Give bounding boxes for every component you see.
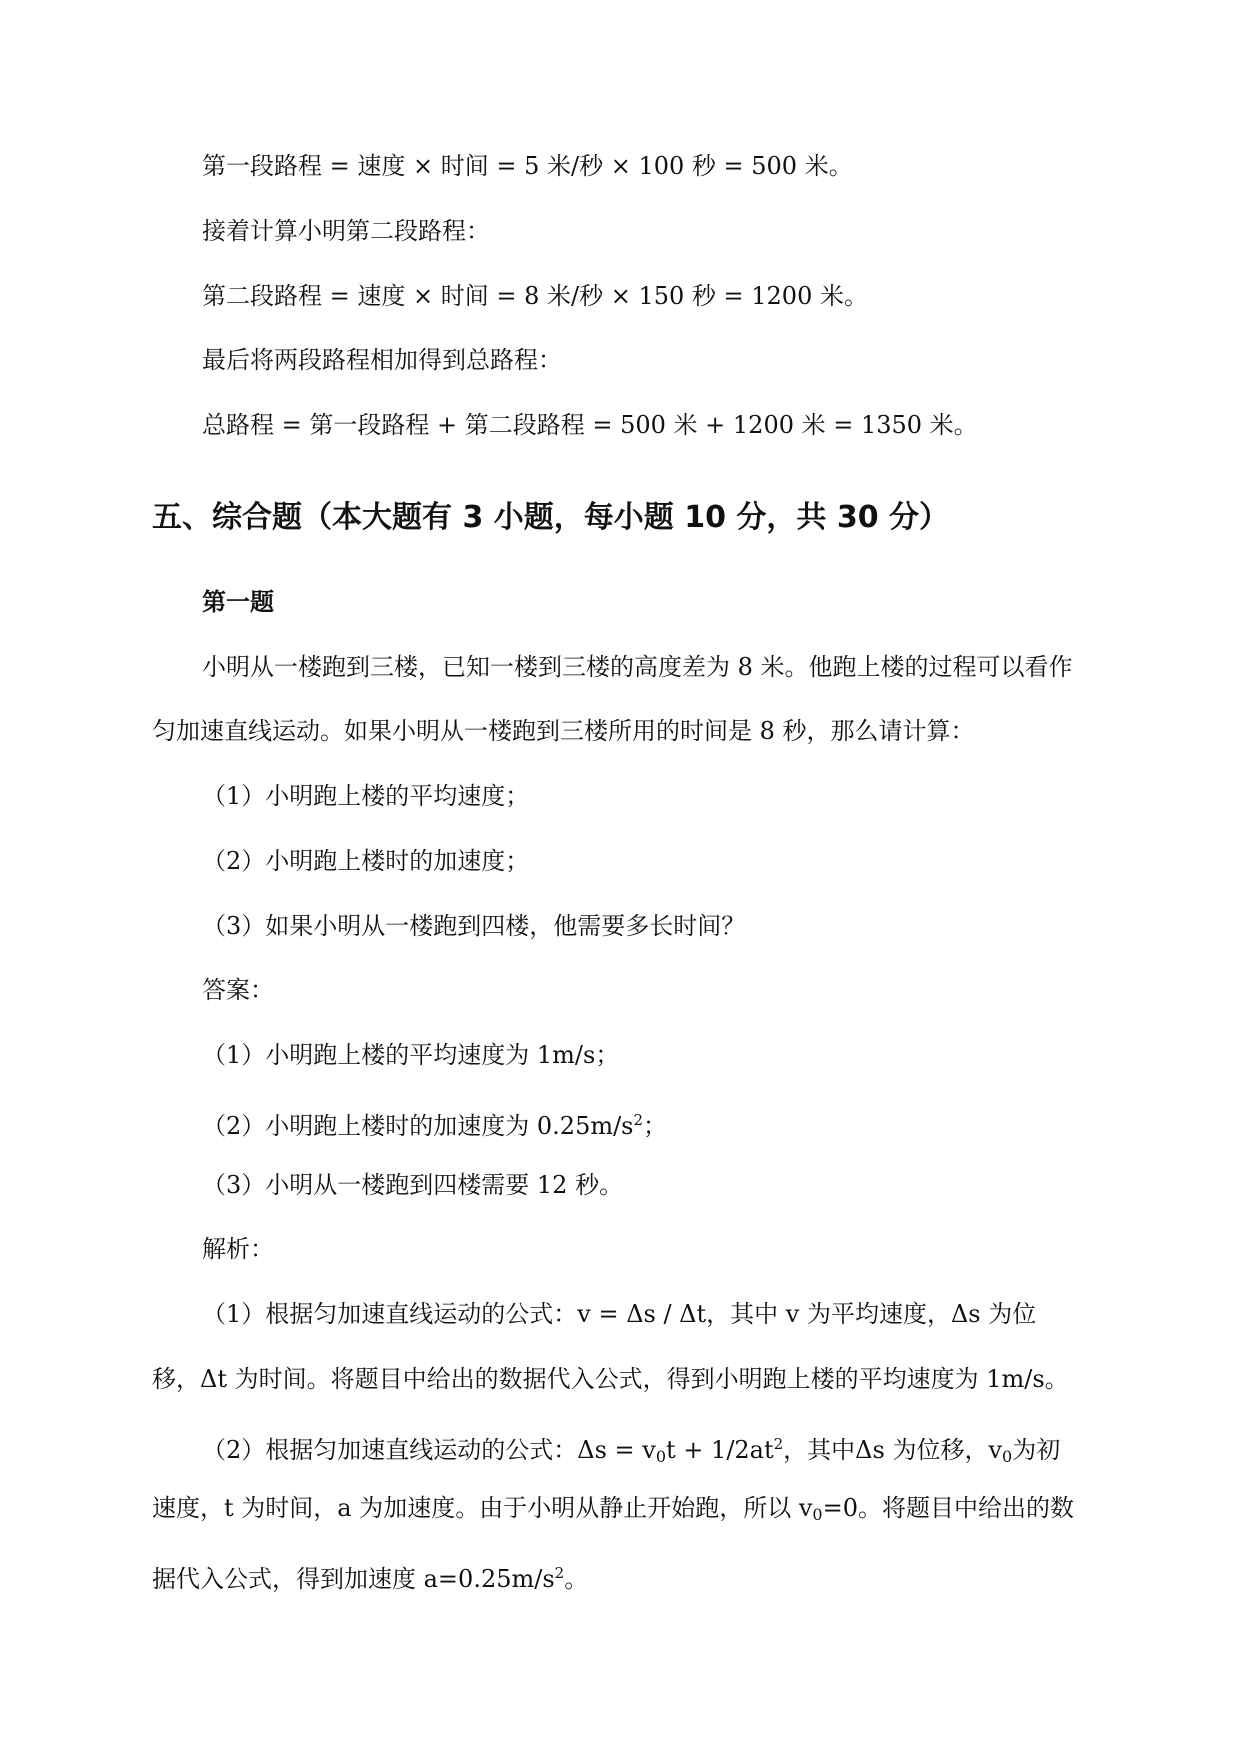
answer-2-end: ； [643, 1112, 668, 1140]
question-title: 第一题 [202, 588, 274, 616]
analysis-p2-line3-part-a: 据代入公式，得到加速度 a=0.25m/s [152, 1565, 555, 1593]
analysis-p2-part-a: （2）根据匀加速直线运动的公式：Δs = v [202, 1436, 656, 1464]
analysis-p2-part-c: ，其中Δs 为位移，v [783, 1436, 1003, 1464]
question-item-1: （1）小明跑上楼的平均速度； [202, 782, 530, 810]
analysis-p2-line3 [152, 1557, 588, 1595]
analysis-p2-superscript-2: 2 [554, 1564, 565, 1582]
analysis-p2-superscript-1: 2 [773, 1435, 784, 1453]
text-line-first-segment: 第一段路程 = 速度 × 时间 = 5 米/秒 × 100 秒 = 500 米。 [202, 152, 853, 180]
analysis-p2-subscript-1: 0 [655, 1447, 667, 1466]
answer-2-text: （2）小明跑上楼时的加速度为 0.25m/s [202, 1112, 634, 1140]
question-item-2: （2）小明跑上楼时的加速度； [202, 847, 530, 875]
analysis-p2-line2-part-b: =0。将题目中给出的数 [822, 1494, 1074, 1522]
analysis-p2-line3-part-b: 。 [564, 1565, 589, 1593]
text-line-compute-second: 接着计算小明第二段路程： [202, 217, 490, 245]
analysis-p2-line2 [152, 1492, 1074, 1531]
text-line-add-segments: 最后将两段路程相加得到总路程： [202, 346, 562, 374]
analysis-p2-line2-part-a: 速度，t 为时间，a 为加速度。由于小明从静止开始跑，所以 v [152, 1494, 813, 1522]
answer-2 [202, 1104, 667, 1142]
answer-3: （3）小明从一楼跑到四楼需要 12 秒。 [202, 1171, 624, 1199]
analysis-p1-line2: 移，Δt 为时间。将题目中给出的数据代入公式，得到小明跑上楼的平均速度为 1m/s。 [152, 1365, 1069, 1393]
text-line-second-segment: 第二段路程 = 速度 × 时间 = 8 米/秒 × 150 秒 = 1200 米。 [202, 282, 868, 310]
answer-label: 答案： [202, 976, 274, 1004]
question-item-3: （3）如果小明从一楼跑到四楼，他需要多长时间？ [202, 912, 746, 940]
analysis-p2-subscript-2: 0 [1002, 1447, 1013, 1466]
answer-1: （1）小明跑上楼的平均速度为 1m/s； [202, 1041, 620, 1069]
analysis-p2-line1 [202, 1428, 1060, 1473]
question-stem-line1: 小明从一楼跑到三楼，已知一楼到三楼的高度差为 8 米。他跑上楼的过程可以看作 [202, 653, 1073, 681]
section-heading: 五、综合题（本大题有 3 小题，每小题 10 分，共 30 分） [152, 500, 950, 535]
answer-2-superscript: 2 [633, 1111, 644, 1129]
analysis-p1-line1: （1）根据匀加速直线运动的公式：v = Δs / Δt，其中 v 为平均速度，Δs 为位 [202, 1300, 1037, 1328]
analysis-label: 解析： [202, 1235, 274, 1263]
analysis-p2-part-d: 为初 [1012, 1436, 1061, 1464]
text-line-total-distance: 总路程 = 第一段路程 + 第二段路程 = 500 米 + 1200 米 = 1350 米。 [202, 411, 978, 439]
question-stem-line2: 匀加速直线运动。如果小明从一楼跑到三楼所用的时间是 8 秒，那么请计算： [152, 717, 975, 745]
analysis-p2-part-b: t + 1/2at [666, 1436, 774, 1464]
analysis-p2-subscript-3: 0 [812, 1505, 823, 1524]
